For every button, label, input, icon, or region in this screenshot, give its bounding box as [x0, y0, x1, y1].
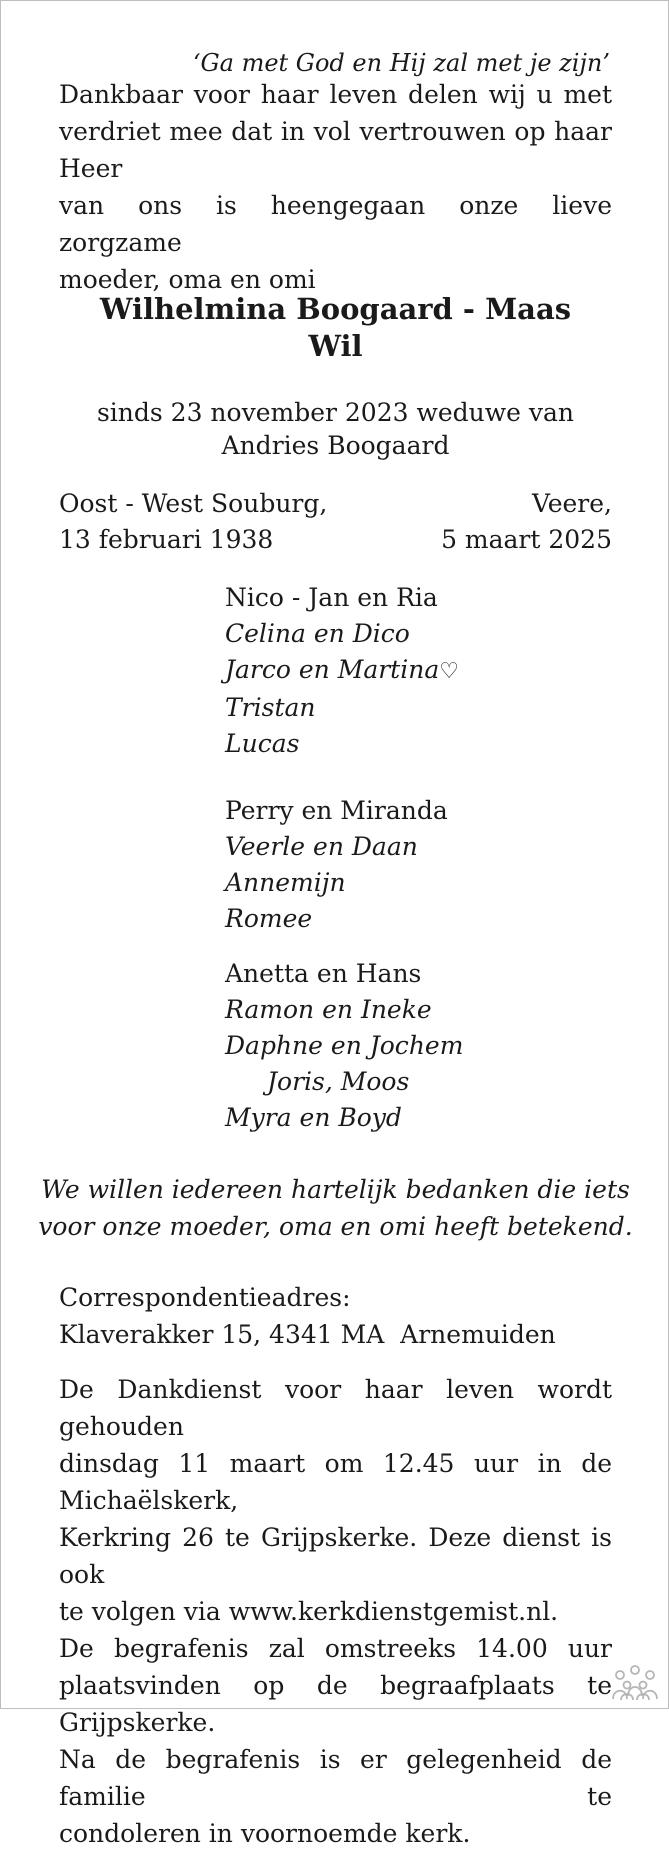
service-line: De begrafenis zal omstreeks 14.00 uur	[59, 1634, 612, 1663]
intro-line: verdriet mee dat in vol vertrouwen op haar Heer	[59, 117, 612, 183]
family-member: Tristan	[225, 693, 316, 722]
family-group	[225, 580, 459, 762]
family-member: Joris, Moos	[267, 1067, 410, 1096]
thanks-message	[1, 1171, 669, 1245]
deceased-nickname: Wil	[308, 329, 363, 363]
service-line: De Dankdienst voor haar leven wordt gehouden	[59, 1375, 612, 1441]
intro-line: moeder, oma en omi	[59, 265, 316, 294]
birth-death-info	[59, 486, 612, 558]
family-head: Nico - Jan en Ria	[225, 583, 438, 612]
intro-line: Dankbaar voor haar leven delen wij u met	[59, 80, 612, 109]
family-member: Veerle en Daan	[225, 832, 418, 861]
widow-info	[1, 396, 669, 462]
service-line: Na de begrafenis is er gelegenheid de familie te	[59, 1745, 612, 1811]
service-line: condoleren in voornoemde kerk.	[59, 1819, 471, 1848]
motto: ‘Ga met God en Hij zal met je zijn’	[192, 49, 610, 77]
birth-place: Oost - West Souburg,	[59, 489, 328, 518]
service-line: te volgen via www.kerkdienstgemist.nl.	[59, 1597, 559, 1626]
heart-icon: ♡	[439, 659, 459, 684]
family-group	[225, 793, 448, 937]
family-member: Ramon en Ineke	[225, 995, 432, 1024]
family-member: Jarco en Martina	[225, 655, 440, 684]
service-line: dinsdag 11 maart om 12.45 uur in de Michaëlskerk,	[59, 1449, 612, 1515]
thanks-line: voor onze moeder, oma en omi heeft betekend.	[38, 1212, 633, 1241]
thanks-line: We willen iedereen hartelijk bedanken die iets	[41, 1175, 630, 1204]
service-line: Kerkring 26 te Grijpskerke. Deze dienst is ook	[59, 1523, 612, 1589]
family-member: Daphne en Jochem	[225, 1031, 464, 1060]
family-member: Celina en Dico	[225, 619, 410, 648]
widow-line: Andries Boogaard	[221, 431, 450, 460]
family-group	[225, 956, 463, 1136]
family-head: Anetta en Hans	[225, 959, 422, 988]
family-member: Romee	[225, 904, 313, 933]
deceased-name-block	[1, 291, 669, 365]
birth-date: 13 februari 1938	[59, 525, 274, 554]
intro-text	[59, 76, 612, 298]
widow-line: sinds 23 november 2023 weduwe van	[96, 398, 575, 427]
service-info	[59, 1371, 612, 1852]
service-line: plaatsvinden op de begraafplaats te Grijpskerke.	[59, 1671, 612, 1737]
family-member: Lucas	[225, 729, 300, 758]
correspondence-address	[59, 1279, 612, 1353]
death-date: 5 maart 2025	[441, 525, 612, 554]
deceased-full-name: Wilhelmina Boogaard - Maas	[99, 292, 572, 326]
address-street: Klaverakker 15, 4341 MA Arnemuiden	[59, 1320, 556, 1349]
intro-line: van ons is heengegaan onze lieve zorgzame	[59, 191, 612, 257]
death-place: Veere,	[531, 489, 612, 518]
address-label: Correspondentieadres:	[59, 1283, 351, 1312]
family-head: Perry en Miranda	[225, 796, 448, 825]
people-group-icon	[610, 1664, 660, 1702]
family-member: Annemijn	[225, 868, 346, 897]
family-member: Myra en Boyd	[225, 1103, 402, 1132]
family-member-row	[225, 652, 459, 690]
